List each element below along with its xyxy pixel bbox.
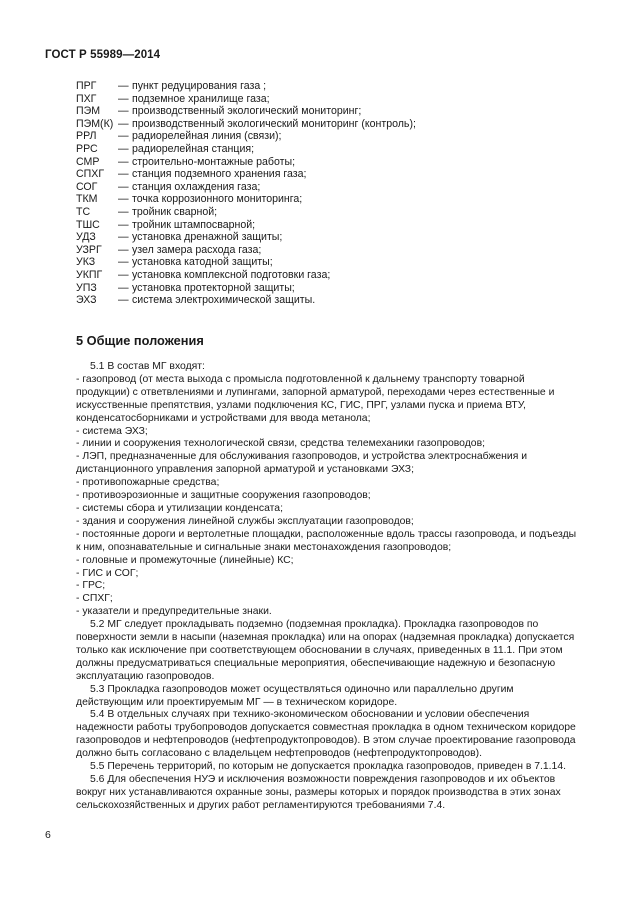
- abbreviation-code: РРС: [76, 142, 98, 155]
- abbreviation-row: [76, 206, 556, 219]
- list-item: - постоянные дороги и вертолетные площадки, расположенные вдоль трассы газопровода, и подъезды к ним, опознавательные и сигнальные знаки местонахождения газопроводов;: [76, 528, 577, 553]
- clause-paragraph: 5.5 Перечень территорий, по которым не допускается прокладка газопроводов, приведен в 7.1.14.: [90, 761, 566, 773]
- clause-paragraph: 5.4 В отдельных случаях при технико-экономическом обосновании и условии обеспечения надежности работы трубопроводов допускается совместная прокладка в одном техническом коридоре газопроводов и нефтепроводов (нефтепродуктопроводов). В этом случае проектирование газопровода должно быть согласовано с владельцем нефтепроводов (нефтепродуктопроводов).: [76, 709, 576, 760]
- abbreviation-code: СОГ: [76, 180, 98, 193]
- abbreviation-row: [76, 219, 556, 232]
- abbreviation-code: ТКМ: [76, 193, 98, 206]
- list-item: - ЛЭП, предназначенные для обслуживания газопроводов, и устройства электроснабжения и дистанционного управления запорной арматурой и установками ЭХЗ;: [76, 451, 528, 476]
- abbreviation-dash: —: [118, 243, 129, 256]
- abbreviation-code: ПЭМ: [76, 105, 101, 118]
- abbreviation-row: [76, 231, 556, 244]
- list-item: - головные и промежуточные (линейные) КС;: [76, 554, 294, 566]
- abbreviation-definition: тройник штампосварной;: [132, 218, 256, 231]
- abbreviation-code: УКПГ: [76, 268, 103, 281]
- abbreviation-row: [76, 294, 556, 307]
- abbreviation-row: [76, 130, 556, 143]
- list-item: - система ЭХЗ;: [76, 425, 148, 437]
- abbreviation-definition: установка дренажной защиты;: [132, 231, 283, 244]
- abbreviation-code: СМР: [76, 155, 100, 168]
- abbreviation-definition: установка протекторной защиты;: [132, 281, 295, 294]
- abbreviation-dash: —: [118, 294, 129, 307]
- abbreviation-dash: —: [118, 193, 129, 206]
- abbreviation-dash: —: [118, 105, 129, 118]
- abbreviation-definition: производственный экологический мониторинг;: [132, 105, 362, 118]
- abbreviation-dash: —: [118, 180, 129, 193]
- clause-paragraph: 5.3 Прокладка газопроводов может осуществляться одиночно или параллельно другим действующим или проектируемым МГ — в техническом коридоре.: [76, 683, 514, 708]
- abbreviation-definition: подземное хранилище газа;: [132, 92, 270, 105]
- list-item: - газопровод (от места выхода с промысла подготовленной к дальнему транспорту товарной продукции) с ответвлениями и лупингами, запорной арматурой, переходами через естественные и искусственные препятствия, узлами подключения КС, ГИС, ПРГ, узлами пуска и приема ВТУ, конденсатосборниками и устройствами для ввода метанола;: [76, 373, 555, 424]
- abbreviation-dash: —: [118, 117, 129, 130]
- list-item: - противопожарные средства;: [76, 477, 220, 489]
- abbreviation-definition: тройник сварной;: [132, 205, 218, 218]
- abbreviation-code: УЗРГ: [76, 243, 102, 256]
- abbreviation-code: СПХГ: [76, 168, 105, 181]
- abbreviation-row: [76, 282, 556, 295]
- abbreviation-dash: —: [118, 256, 129, 269]
- abbreviation-definition: радиорелейная станция;: [132, 142, 255, 155]
- abbreviation-row: [76, 168, 556, 181]
- abbreviation-dash: —: [118, 268, 129, 281]
- abbreviation-code: РРЛ: [76, 130, 97, 143]
- abbreviation-code: ТС: [76, 205, 91, 218]
- abbreviation-code: ПХГ: [76, 92, 97, 105]
- abbreviation-dash: —: [118, 281, 129, 294]
- abbreviation-row: [76, 269, 556, 282]
- abbreviation-dash: —: [118, 142, 129, 155]
- abbreviation-definition: пункт редуцирования газа ;: [132, 80, 267, 92]
- abbreviation-code: УДЗ: [76, 231, 96, 244]
- list-item: - системы сбора и утилизации конденсата;: [76, 502, 283, 514]
- abbreviation-code: УКЗ: [76, 256, 96, 269]
- abbreviation-row: [76, 80, 556, 93]
- abbreviation-dash: —: [118, 80, 129, 92]
- list-item: - противоэрозионные и защитные сооружения газопроводов;: [76, 490, 371, 502]
- abbreviation-code: ТШС: [76, 218, 100, 231]
- abbreviation-code: ПЭМ(К): [76, 117, 114, 130]
- abbreviation-definition: строительно-монтажные работы;: [132, 155, 296, 168]
- abbreviation-row: [76, 193, 556, 206]
- abbreviation-dash: —: [118, 130, 129, 143]
- abbreviation-definition: установка комплексной подготовки газа;: [132, 268, 331, 281]
- abbreviation-row: [76, 93, 556, 106]
- section-title: 5 Общие положения: [76, 333, 204, 348]
- abbreviation-row: [76, 156, 556, 169]
- list-item: - ГИС и СОГ;: [76, 567, 139, 579]
- abbreviation-row: [76, 244, 556, 257]
- abbreviation-dash: —: [118, 231, 129, 244]
- list-item: - указатели и предупредительные знаки.: [76, 606, 272, 618]
- abbreviation-row: [76, 118, 556, 131]
- document-header: ГОСТ Р 55989—2014: [45, 49, 161, 61]
- clause-paragraph: 5.6 Для обеспечения НУЭ и исключения возможности повреждения газопроводов и их объектов вокруг них устанавливаются охранные зоны, размеры которых и порядок производства в этих зонах сельскохозяйственных и других работ регламентируются требованиями 7.4.: [76, 774, 561, 811]
- abbreviation-definition: радиорелейная линия (связи);: [132, 130, 282, 143]
- abbreviation-definition: точка коррозионного мониторинга;: [132, 193, 303, 206]
- clause-paragraph: 5.2 МГ следует прокладывать подземно (подземная прокладка). Прокладка газопроводов по поверхности земли в насыпи (наземная прокладка) или на опорах (надземная прокладка) допускается только как исключение при соответствующем обосновании в случаях, приведенных в 11.1. При этом должны предусматриваться специальные мероприятия, обеспечивающие надежную и безопасную эксплуатацию газопроводов.: [76, 619, 575, 682]
- list-item: - ГРС;: [76, 580, 106, 592]
- abbreviation-definition: узел замера расхода газа;: [132, 243, 262, 256]
- abbreviation-definition: станция подземного хранения газа;: [132, 168, 307, 181]
- list-item: - СПХГ;: [76, 593, 113, 605]
- section-body: [76, 361, 578, 813]
- abbreviation-definition: производственный экологический мониторинг (контроль);: [132, 117, 416, 130]
- abbreviation-row: [76, 143, 556, 156]
- abbreviation-dash: —: [118, 155, 129, 168]
- abbreviation-row: [76, 256, 556, 269]
- abbreviation-code: ЭХЗ: [76, 294, 97, 307]
- abbreviation-dash: —: [118, 92, 129, 105]
- abbreviation-definition: установка катодной защиты;: [132, 256, 273, 269]
- clause-intro: 5.1 В состав МГ входят:: [90, 361, 205, 372]
- abbreviation-row: [76, 105, 556, 118]
- abbreviation-list: [76, 80, 556, 307]
- page-number: 6: [45, 829, 51, 841]
- list-item: - линии и сооружения технологической связи, средства телемеханики газопроводов;: [76, 438, 485, 450]
- abbreviation-dash: —: [118, 218, 129, 231]
- abbreviation-definition: система электрохимической защиты.: [132, 294, 316, 307]
- abbreviation-row: [76, 181, 556, 194]
- abbreviation-dash: —: [118, 168, 129, 181]
- abbreviation-code: УПЗ: [76, 281, 97, 294]
- abbreviation-dash: —: [118, 205, 129, 218]
- list-item: - здания и сооружения линейной службы эксплуатации газопроводов;: [76, 515, 414, 527]
- abbreviation-code: ПРГ: [76, 80, 97, 92]
- abbreviation-definition: станция охлаждения газа;: [132, 180, 261, 193]
